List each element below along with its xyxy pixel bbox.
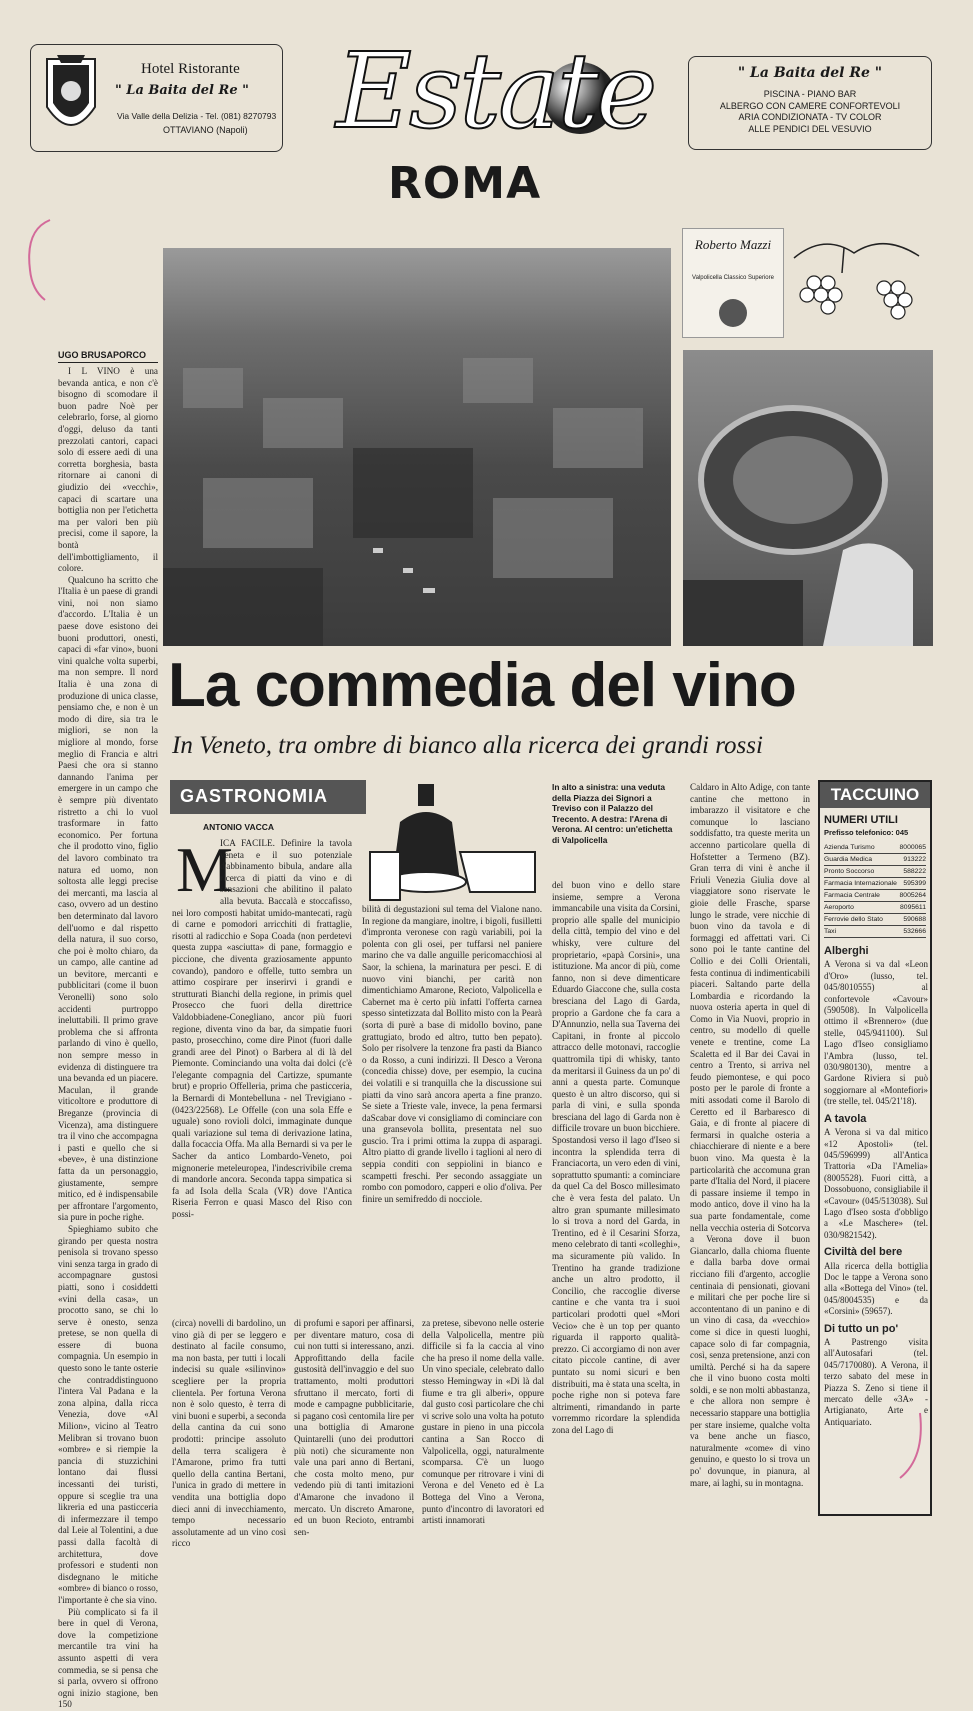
taccuino-section-title: Di tutto un po' xyxy=(824,1322,899,1335)
taccuino-box xyxy=(818,780,932,1516)
masthead xyxy=(300,30,670,210)
number-label: Farmacia Centrale xyxy=(824,892,880,899)
ad-left-city: OTTAVIANO (Napoli) xyxy=(163,125,248,135)
ad-right-name: " La Baita del Re " xyxy=(737,65,883,81)
number-label: Ferrovie dello Stato xyxy=(824,916,883,923)
pink-mark xyxy=(890,1408,930,1488)
pink-mark xyxy=(20,210,60,310)
ad-left-name: " La Baita del Re " xyxy=(115,83,249,98)
bottle-illustration xyxy=(360,782,540,912)
taccuino-section-title: Alberghi xyxy=(824,945,869,957)
gastronomia-col-a xyxy=(172,834,352,1314)
number-row xyxy=(824,878,926,890)
wine-label-seal xyxy=(719,299,747,327)
headline: La commedia del vino xyxy=(168,651,796,720)
ad-right-line: ARIA CONDIZIONATA - TV COLOR xyxy=(738,112,882,122)
text: (circa) novelli di bardolino, un vino già di per se leggero e destinato al facile consumo, ma non basta, per tutti i locali indecisi su quale «silinvino» scegliere per la propria clientela. Per fortuna Verona non è solo questo, è terra di vini buoni e superbi, a seconda della cantina da cui sono prodotti: principe assoluto della terra scaligera è l'Amarone, primo fra tutti quello della cantina Bertani, l'unica in grado di mettere in vendita una bottiglia dopo dieci anni di invecchiamento, tempo necessario assolutamente ad un vino così ricco xyxy=(172,1318,286,1549)
section-header xyxy=(170,780,366,814)
number-label: Guardia Medica xyxy=(824,856,872,863)
wine-label-region: Valpolicella Classico Superiore xyxy=(692,275,774,281)
taccuino-section-text: A Verona si va dal «Leon d'Oro» (lusso, tel. 045/8010555) al confortevole «Cavour» (590508). In Valpolicella ottimo il «Brennero» (due stelle, 045/941100). Sul Lago d'Iseo consigliamo l'Ambra (lusso, tel. 030/980130), mentre a Gardone Riviera si può soggiornare al «Montefiori» (tre stelle, tel. 045/21'18). xyxy=(824,959,928,1107)
ad-right xyxy=(688,56,932,150)
drop-cap: M xyxy=(176,834,233,905)
number-row xyxy=(824,854,926,866)
ad-left-title: Hotel Ristorante xyxy=(141,61,240,77)
taccuino-title: TACCUINO xyxy=(820,782,930,808)
number-value: 595399 xyxy=(903,880,926,887)
number-label: Azienda Turismo xyxy=(824,844,875,851)
section-title: GASTRONOMIA xyxy=(180,786,328,806)
number-row xyxy=(824,866,926,878)
ad-right-line: ALBERGO CON CAMERE CONFORTEVOLI xyxy=(719,100,901,111)
number-value: 8005264 xyxy=(899,892,926,899)
paragraph: I L VINO è una bevanda antica, e non c'è bisogno di scomodare il buon padre Noè per celebrarlo, forse, al giorno d'oggi, deluso da tanti prezzolati cantori, capaci solo di essere aedi di una corretta borghesia, basta ritornare ai canoni di giudizio dei «vecchi», capaci di scartare una bottiglia non per l'etichetta ma per valori ben più precisi, come il sapore, la bontà dell'imbottigliamento, il colore. xyxy=(58,366,158,574)
ad-left-address: Via Valle della Delizia - Tel. (081) 8270793 xyxy=(117,111,277,121)
col-d xyxy=(690,782,810,1520)
ad-right-lines xyxy=(689,89,931,135)
crest-logo xyxy=(37,51,105,145)
byline-left: UGO BRUSAPORCO xyxy=(58,350,147,360)
number-value: 913222 xyxy=(903,856,926,863)
dropcap-spacer xyxy=(172,838,220,896)
grapes-illustration xyxy=(784,228,932,340)
number-row xyxy=(824,926,926,938)
taccuino-section-text: A Verona si va dal mitico «12 Apostoli» (tel. 045/596999) all'Antica Trattoria «Da l'Amelia» (8005528). Fuori città, a Dossobuono, consigliabile il «Cavour» (045/513038). Sul Lago d'Iseo sosta d'obbligo a «Le Maschere» (tel. 030/9821542). xyxy=(824,1127,928,1240)
divider xyxy=(58,362,158,363)
number-label: Pronto Soccorso xyxy=(824,868,875,875)
photo-treviso-aerial xyxy=(163,248,671,646)
masthead-title: Estate xyxy=(336,30,655,152)
taccuino-section-text: Alla ricerca della bottiglia Doc le tappe a Verona sono alla «Bottega del Vino» (tel. 045/8004535) e da «Corsini» (59657). xyxy=(824,1260,928,1317)
number-value: 8095611 xyxy=(900,904,926,911)
gastronomia-col-b xyxy=(362,904,542,1314)
number-label: Farmacia Internazionale xyxy=(824,880,897,887)
number-row xyxy=(824,902,926,914)
prefisso: Prefisso telefonico: 045 xyxy=(824,828,909,837)
text: za pretese, sibevono nelle osterie della Valpolicella, mentre più difficile si fa la caccia al vino che ha preso il nome della valle. Un vino speciale, celebrato dallo stesso Hemingway in «Di là dal fiume e tra gli alberi», oppure dal gusto così particolare che chi vi scrive solo una volta ha potuto gustare in pieno in una piccola cantina a San Rocco di Valpolicella, oggi, naturalmente scomparsa. C'è un luogo comunque per ritrovare i vini di Verona e del Veneto ed è La Bottega del Vino a Verona, punto d'incontro di lavoratori ed artisti innamorati xyxy=(422,1318,544,1526)
left-article-column xyxy=(58,366,158,1710)
number-row xyxy=(824,914,926,926)
number-value: 8000065 xyxy=(899,844,926,851)
taccuino-section-title: Civiltà del bere xyxy=(824,1246,903,1259)
text: Caldaro in Alto Adige, con tante cantine che mettono in imbarazzo il visitatore e che comunque lo lasciano soddisfatto, tra queste merita un accenno particolare quella di Hofstetter a Termeno (BZ). Gran terra di vini è anche il Friuli Venezia Giulia dove al viaggiatore sono riservate le gioie delle Frasche, sparse lungo le strade, vere nicchie di buon vino da tavola e di formaggi ed affettati vari. Ci sono poi le tante cantine del Collio e dei Colli Orientali, festa continua di indimenticabili piaceri. Saltando parte della Lombardia e ricordando la nuova osteria aperta in quel di Como in Via Nuovi, proprio in centro, su modello di quelle venete e trentine, come La Scaletta ed il Bar dei Cavai in centro a Trento, si arriva nel feudo piemontese, e qui poco posto per le parole di fronte a miti assodati come il Barolo di Ceretto ed il Barbaresco di Gaia, e di fronte al piacere di fermarsi in qualche osteria a chiacchierare di niente e a bere buon vino. Ma questa è la particolarità che accomuna gran parte d'Italia del Nord, il piacere di passare insieme il tempo in modo antico, dove il vino ha la sua parte fondamentale, come nella vecchia osteria di Sotcorva a Verona dove il buon Giancarlo, dalla chioma fluente e dalla barba dove ormai ricciano fili d'argento, accoglie centinaia di pensionati, giovani e militari che per poche lire si accontentano di un panino e di un vino di casa, da «vecchio» come si dice in questi luoghi, capace solo di far compagnia, così, senza pretensione, anzi con umiltà. Perché si ha da sapere che il vino buono costa molti soldi, e se non molti abbastanza, e che allora non sempre è necessario stappare una bottiglia per stare insieme, qualche volta va bene anche un fiasco, naturalmente «come» di vino genuino, e questo lo si trova un po' dovunque, in pianura, al mare, ai laghi, su in montagna. xyxy=(690,782,810,1488)
number-label: Taxi xyxy=(824,928,837,935)
bottom-col-1 xyxy=(172,1318,286,1549)
text: bilità di degustazioni sul tema del Vialone nano. In regione da mangiare, inoltre, i bigoli, fusilletti d'impronta veronese con ragù variabili, poi la polenta con gli osei, per tuffarsi nel paniere marino che va dalle anguille pericomacchiosi al Saor, la schiena, la marinatura per pesci. E di nuovo vini bianchi, per carità non dimentichiamo Amarone, Recioto, Valpolicella e Cabernet ma è certo più infatti l'offerta carnea spesso sintetizzata dal Bollito misto con la Pearà (sorta di purè a base di midollo bovino, pane grattugiato, brodo ed altro, tutto ben pepato). Solo per risolvere la tenzone fra pasti da Bianco o da Rosso, a cuni indirizzi. Il Desco a Verona (concedia chisse) dove, per esempio, la cucina dei volatili e si tranquilla che la discussione sui piatti da vino sarà ancora aperta a fine pranzo. Se siete a Trieste vale, invece, la pena fermarsi daScabar dove vi consigliamo di cominciare con una gransevola bollita, presentata nel suo guscio. Tra i primi ottima la zuppa di asparagi. Altro piatto di grande livello i taglioni al nero di seppia conditi con seppiolini in bianco e scampetti freschi. Per secondo assaggiate un rombo con pomodoro, capperi e olio d'oliva. Per finire un semifreddo di nocciole. xyxy=(362,904,542,1204)
photo-arena-verona xyxy=(683,350,933,646)
paragraph: Qualcuno ha scritto che l'Italia è un paese di grandi vini, noi non siamo d'accordo. L'Italia è un paese dove esistono dei buoni produttori, onesti, capaci di «far vino», buoni vini qualche volta superbi, ma non sempre. Il nord Italia è una zona di produzione di unica classe, pensiamo che, e non è un modo di dire, sia tra le migliori, se non la migliore al mondo, forse meglio di Francia e altri Paesi che ora si stanno dannando l'anima per emergere in un campo che è sempre più diventato ristretto a chi lo vuol trasformare in fatto economico. Per fortuna che il prodotto vino, figlio del lavoro combinato tra natura ed uomo, non soltosta alle leggi precise dei mercanti, ma lascia al caso, ovvero ad un destino ben determinato dal lavoro dell'uomo e dal rispetto della natura, il suo corso, che poi è molto chiaro, da un campo, alle cantine ad un bevitore, mercanti e pubblicitari (come il buon Veronelli) sono solo accidenti purtroppo ineluttabili. Il primo grave problema che si affronta parlando di vino è quello, non sempre messo in evidenza di distinguere tra una bevanda ed un piacere. Maculan, il grande viticoltore e produttore di Breganze (provincia di Vicenza), ama distinguere tra il vino che accompagna i pasti e quello che si «beve», è una distinzione fatta da un personaggio, giustamente, sempre mitico, ed è indispensabile per affrontare l'argomento, sia pure in poche righe. xyxy=(58,574,158,1223)
ad-left xyxy=(30,44,283,152)
number-value: 532666 xyxy=(903,928,926,935)
wine-label-maker: Roberto Mazzi xyxy=(694,237,772,252)
numbers-table xyxy=(824,842,926,938)
wine-label xyxy=(682,228,784,338)
bottom-col-3 xyxy=(422,1318,544,1526)
number-label: Aeroporto xyxy=(824,904,854,911)
col-c xyxy=(552,880,680,1520)
taccuino-section-text: A Pastrengo visita all'Autosafari (tel. 045/7170080). A Verona, il terzo sabato del mese in Piazza S. Zeno si tiene il mercato delle «3A» - Artigianato, Arte e Antiquariato. xyxy=(824,1337,928,1427)
text: ICA FACILE. Definire la tavola veneta e il suo potenziale d'abbinamento bibula, andare alla ricerca di piatti da vino e di sensazioni che abilitino il palato alla bevuta. Baccalà e stoccafisso, nei loro composti habitat umido-mantecati, ragù di carne e pomodori arricchiti di frattaglie, risotti al radicchio e Sopa Coada (non perdetevi questa zuppa «asciutta» di pane, formaggio e piccione, che diventa graziosamente appunto covando), pandoro e offelle, tutto sembra un attimo cospirare per inserirvi i grandi e strutturati Bianchi della regione, in primis quel Prosecco che fuori della direttrice Valdobbiadene-Conegliano, ancor più fuori regione, diventa vino da bar, da simpatie fuori pasto, prosecchino, come dire Pinot (fuori dalle grandi aree del Pinot) o Barbera al di là del Piemonte. Cominciando una volta dai dolci (c'è l'elegante compagnia del Cartizze, spumante brut) e proprio Offelleria, prima che pasticceria, la Bernardi di Montebelluna - nel Trevigiano - (0423/22568). Le Offelle (con una sola Effe e uguale) sono rovioli dolci, immaginate dunque quali variazione sul tema di derivazione latina, dalla focaccia Offa. Ma alla Bernardi si va per le Sacher da antico Lombardo-Veneto, poi mignonerie meteleuropea, l'indescrivibile crema di mandorle ancora. Seconda tappa simpatica si fa ad Isola della Scala (VR) dove l'Antica Riseria Ferron e quasi Masco del Riso con possi- xyxy=(172,838,352,1219)
photo-caption: In alto a sinistra: una veduta della Piazza dei Signori a Treviso con il Palazzo del Trecento. A destra: l'Arena di Verona. Al centro: un'etichetta di Valpolicella xyxy=(552,782,673,845)
numeri-title: NUMERI UTILI xyxy=(824,814,898,826)
text: di profumi e sapori per affinarsi, per diventare maturo, cosa di cui non tutti si interessano, anzi. Approfittando della facile gustosità dell'invaggio e del suo trattamento, molti produttori sfruttano il mercato, forti di mode e campagne pubblicitarie, si pagano così centomila lire per una bottiglia di Amarone Quintarelli (uno dei produttori più noti) che sicuramente non vale una pari anno di Bertani, che costa molto meno, pur vedendo più di tanti imitazioni d'Amarone che invadono il mercato. Un discreto Amarone, ed un buon Recioto, entrambi sen- xyxy=(294,1318,414,1537)
paragraph: Più complicato si fa il bere in quel di Verona, dove la competizione mercantile tra vini ha assunto aspetti di vera commedia, se si pensa che si parla, ovvero si offrono ogni inizio stagione, ben 150 xyxy=(58,1606,158,1710)
number-row xyxy=(824,842,926,854)
paragraph: Spieghiamo subito che girando per questa nostra penisola si trovano spesso vini senza targa in grado di accompagnare gustosi piatti, sono i cosiddetti «vini della casa», un procotto sano, se chi lo serve è onesto, senza pretese, se non quella di essere di buona compagnia. Un esempio in questo sono le tante osterie che contraddistinguono l'intera Val Padana e la zona alpina, dalla ricca Venezia, dove «Al Milion», vicino al Teatro Melibran si trovano buon «ombre» e si riempie la pancia di stuzzichini lontano dai flussi incessanti dei turisti, oppure si sceglie tra una likreria ed una pasticceria di infermezzare il tempo dal Leie al Tolentini, a due passi dalla facoltà di architettura, dove professori e studenti non disdegnano le mitiche «ombre» di bianco o rosso, l'importante è che sia vino. xyxy=(58,1223,158,1605)
subheadline: In Veneto, tra ombre di bianco alla ricerca dei grandi rossi xyxy=(172,732,763,759)
byline-gastronomia: ANTONIO VACCA xyxy=(203,822,274,832)
taccuino-section-title: A tavola xyxy=(824,1112,867,1125)
number-row xyxy=(824,890,926,902)
masthead-subtitle: ROMA xyxy=(388,158,542,209)
ad-right-line: PISCINA - PIANO BAR xyxy=(763,89,857,99)
ad-right-line: ALLE PENDICI DEL VESUVIO xyxy=(748,123,872,134)
number-value: 588222 xyxy=(903,868,926,875)
text: del buon vino e dello stare insieme, sempre a Verona immancabile una visita da Corsini, proprio alle spalle del municipio della città, tempio del vino e del whisky, vere culture del proprietario, «papà Corsini», una istituzione. Ma ancor di più, come fanno, non si deve dimenticare Eduardo Giaccone che, sulla costa bresciana del Lago di Garda, proprio a Gardone che fa cara a D'Annunzio, nella sua Taverna dei Capitani, in fronte al piccolo attracco delle motonavi, raccoglie quattromila tipi di whisky, tanto da meritarsi il Guiness da un po' di anni a questa parte. Comunque questo è un altro discorso, qui si parla di vini, e sulla sponda bresciana del lago di Garda non è difficile trovare un buon bicchiere. Spostandosi verso il lago d'Iseo si incontra la splendida terra di Franciacorta, un vero eden di vini, soprattutto spumanti: a cominciare da quel Ca del Bosco millesimato che è vera festa del palato. Un altro gran spumante millesimato lo si trova a nord del Garda, in Trentino, ed è il Cesarini Sforza, meno celebrato di tanti «colleghi», ma sicuramente più valido. In Trentino ha grande tradizione anche un altro prodotto, il Concilio, che raccoglie diverse cantine e che vanta tra i suoi particolari prodotti quel «Mori Vecio» che è un top per quanto riguarda il rapporto qualità-prezzo. Ci accorgiamo di non aver citato piccole cantine, di aver puntato su nomi sicuri e ben distribuiti, ma è stata una scelta, in poche righe non si poteva fare altrimenti, rimandando in parte vorremmo ricordare la splendida zona del Lago di xyxy=(552,880,680,1435)
bottom-col-2 xyxy=(294,1318,414,1537)
number-value: 590688 xyxy=(903,916,926,923)
